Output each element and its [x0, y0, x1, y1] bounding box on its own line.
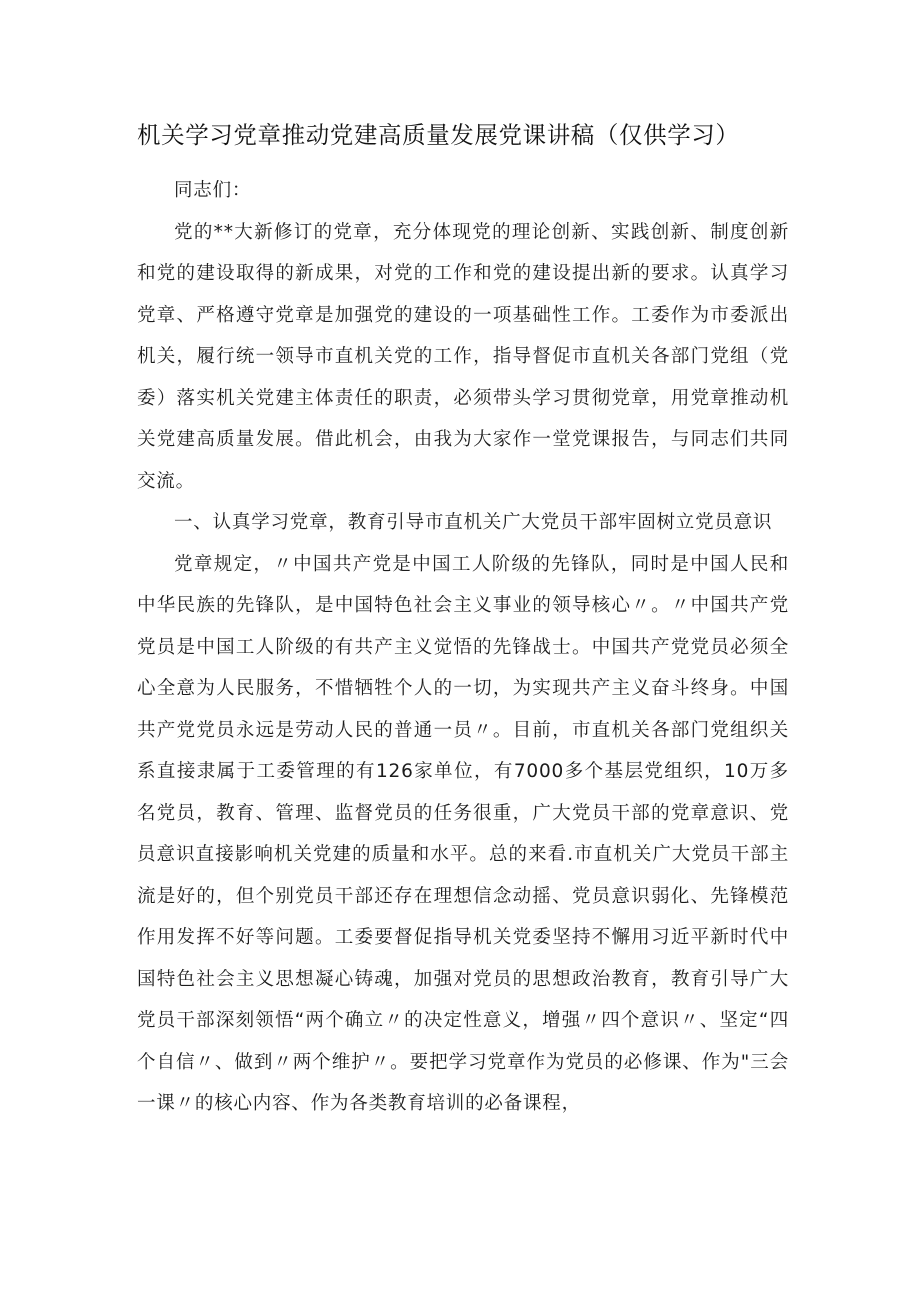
section-heading-1: 一、认真学习党章，教育引导市直机关广大党员干部牢固树立党员意识 [174, 512, 773, 533]
paragraph-intro: 党的**大新修订的党章，充分体现党的理论创新、实践创新、制度创新和党的建设取得的新成果，对党的工作和党的建设提出新的要求。认真学习党章、严格遵守党章是加强党的建设的一项基础性工作。工委作为市委派出机关，履行统一领导市直机关党的工作，指导督促市直机关各部门党组（党委）落实机关党建主体责任的职责，必须带头学习贯彻党章，用党章推动机关党建高质量发展。借此机会，由我为大家作一堂党课报告，与同志们共同交流。 [137, 221, 789, 492]
document-body [137, 170, 789, 1125]
paragraph-section-1: 党章规定，〃中国共产党是中国工人阶级的先锋队，同时是中国人民和中华民族的先锋队，是中国特色社会主义事业的领导核心〃。〃中国共产党党员是中国工人阶级的有共产主义觉悟的先锋战士。中国共产党党员必须全心全意为人民服务，不惜牺牲个人的一切，为实现共产主义奋斗终身。中国共产党党员永远是劳动人民的普通一员〃。目前，市直机关各部门党组织关系直接隶属于工委管理的有126家单位，有7000多个基层党组织，10万多名党员，教育、管理、监督党员的任务很重，广大党员干部的党章意识、党员意识直接影响机关党建的质量和水平。总的来看.市直机关广大党员干部主流是好的，但个别党员干部还存在理想信念动摇、党员意识弱化、先锋模范作用发挥不好等问题。工委要督促指导机关党委坚持不懈用习近平新时代中国特色社会主义思想凝心铸魂，加强对党员的思想政治教育，教育引导广大党员干部深刻领悟“两个确立〃的决定性意义，增强〃四个意识〃、坚定“四个自信〃、做到〃两个维护〃。要把学习党章作为党员的必修课、作为"三会一课〃的核心内容、作为各类教育培训的必备课程， [137, 553, 789, 1114]
salutation: 同志们： [174, 180, 252, 201]
document-title: 机关学习党章推动党建高质量发展党课讲稿（仅供学习） [137, 121, 740, 149]
